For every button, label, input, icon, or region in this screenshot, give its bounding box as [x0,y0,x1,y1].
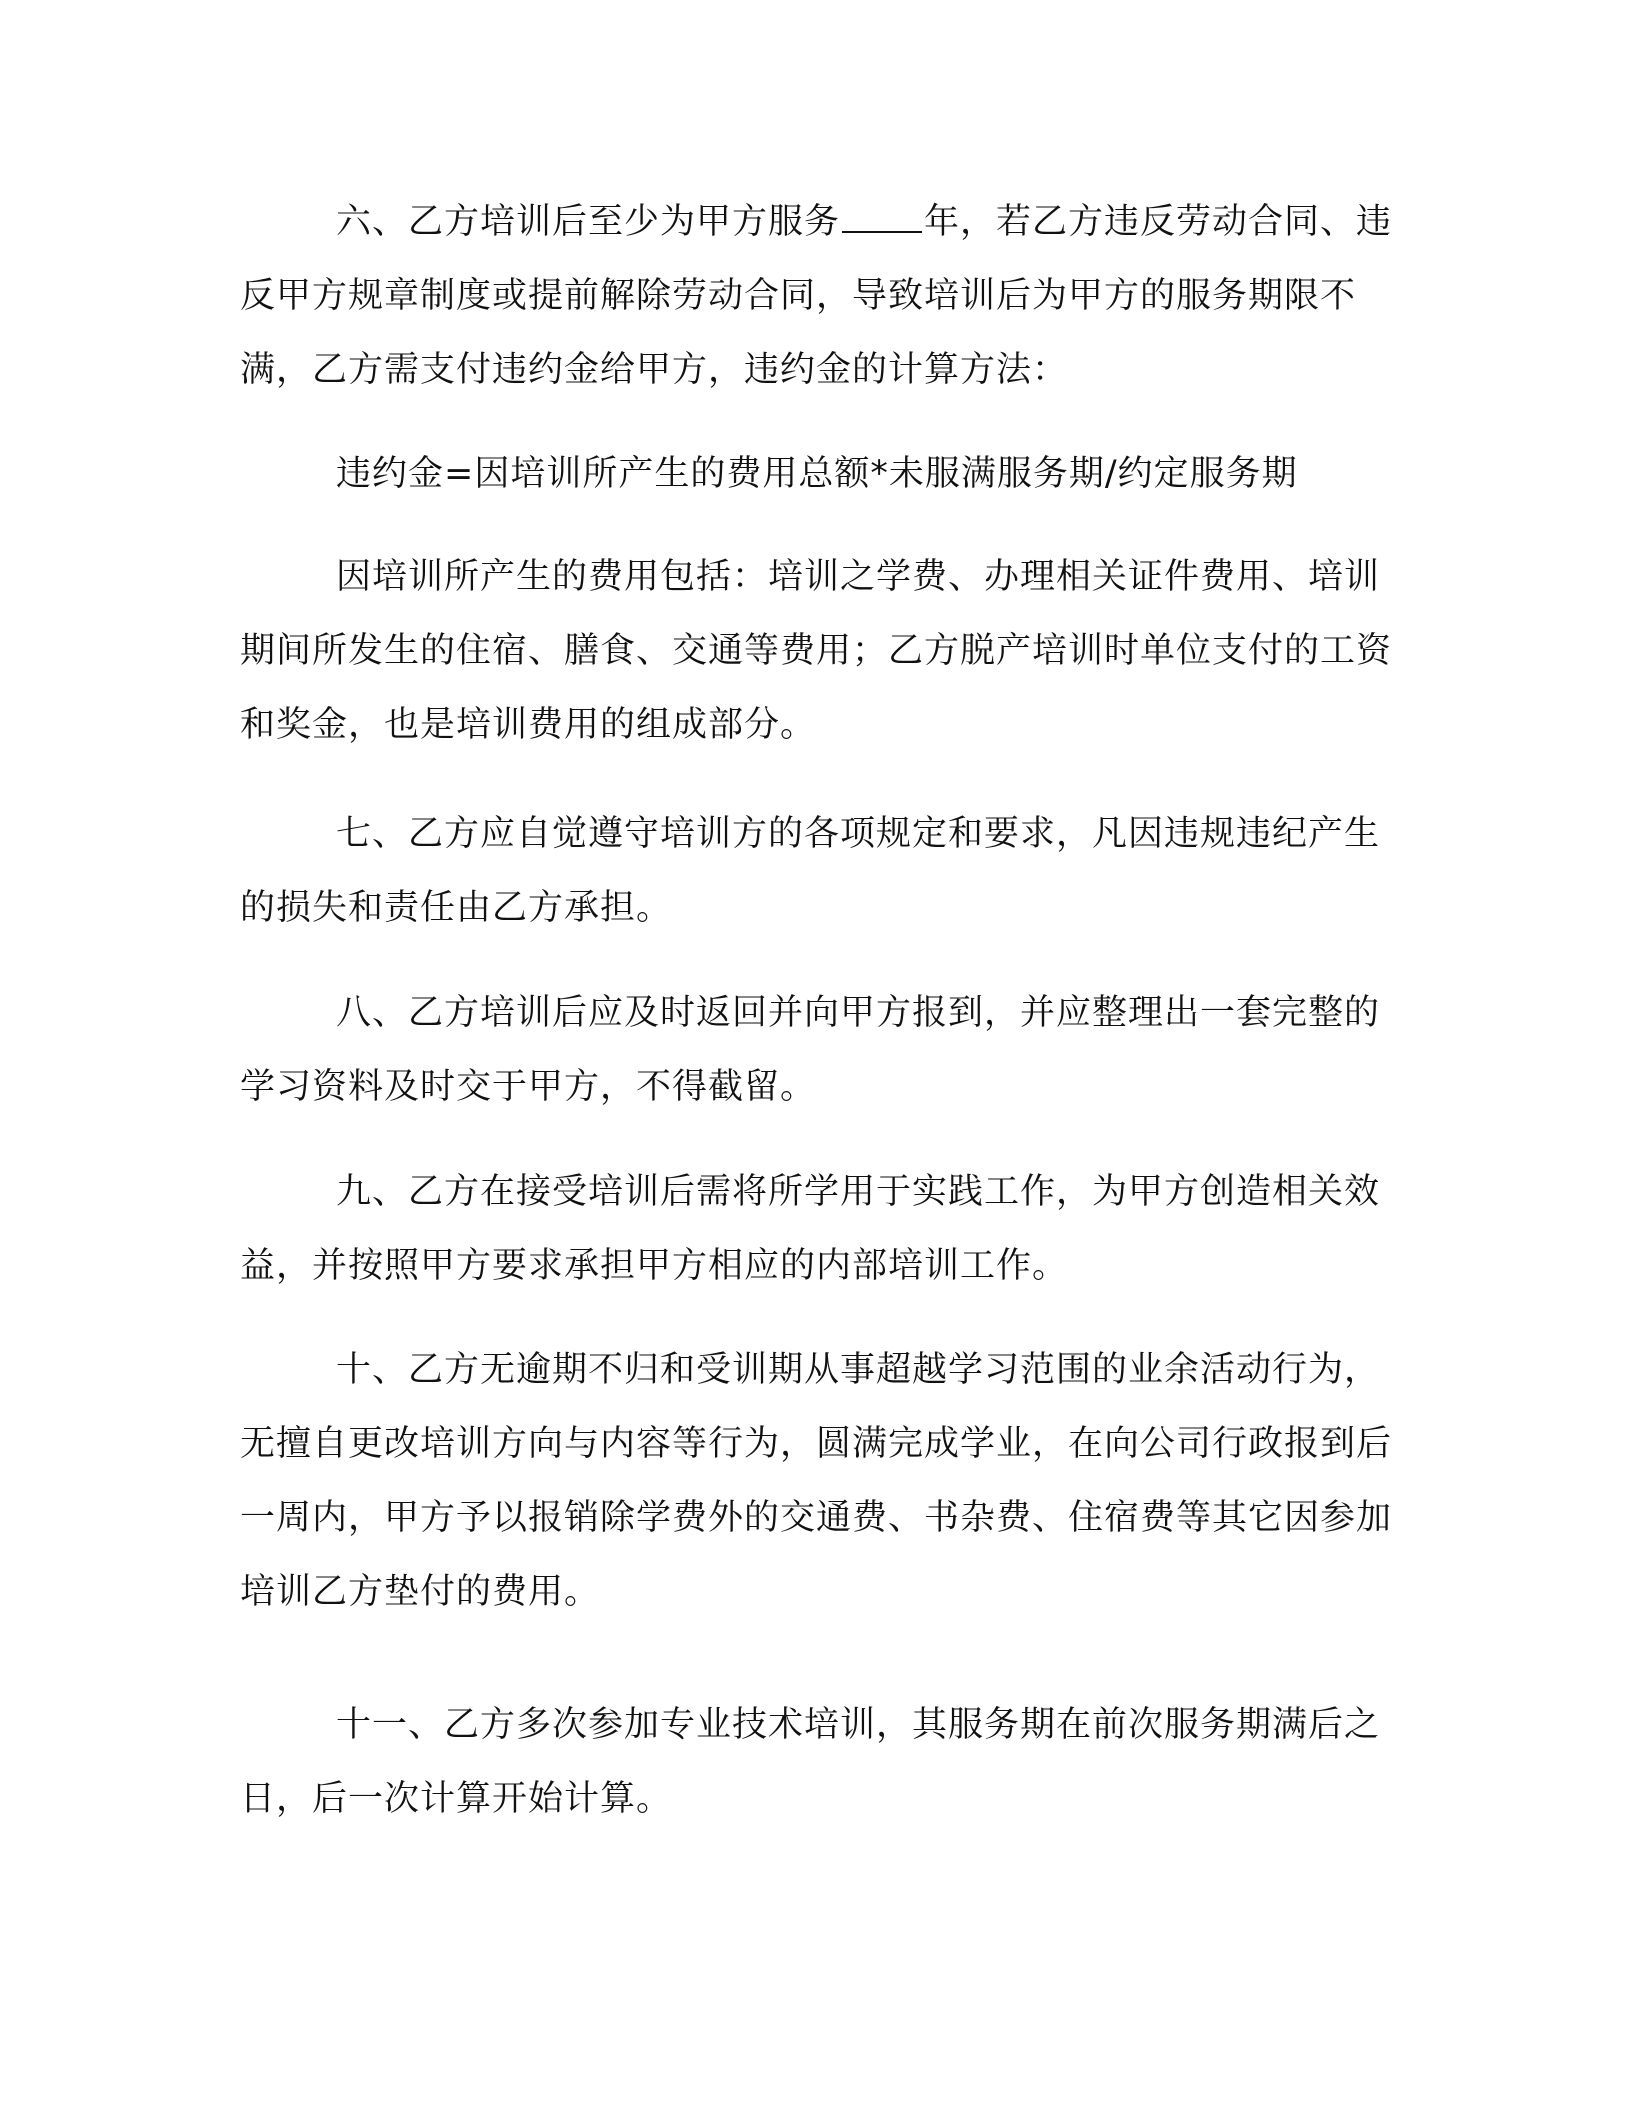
penalty-formula: 违约金=因培训所产生的费用总额*未服满服务期/约定服务期 [336,454,1298,494]
clause-6-paragraph [240,185,1400,407]
clause-7-paragraph: 七、乙方应自觉遵守培训方的各项规定和要求，凡因违规违纪产生的损失和责任由乙方承担。 [240,814,1381,928]
clause-6-text-end: 年，若乙方违反劳动合同、违反甲方规章制度或提前解除劳动合同，导致培训后为甲方的服务期限不满，乙方需支付违约金给甲方，违约金的计算方法： [240,202,1393,390]
training-costs-paragraph: 因培训所产生的费用包括：培训之学费、办理相关证件费用、培训期间所发生的住宿、膳食、交通等费用；乙方脱产培训时单位支付的工资和奖金，也是培训费用的组成部分。 [240,557,1393,745]
service-years-blank [842,199,922,233]
clause-9-paragraph: 九、乙方在接受培训后需将所学用于实践工作，为甲方创造相关效益，并按照甲方要求承担甲方相应的内部培训工作。 [240,1172,1381,1286]
clause-6-text-start: 六、乙方培训后至少为甲方服务 [336,202,841,242]
clause-10-paragraph: 十、乙方无逾期不归和受训期从事超越学习范围的业余活动行为，无擅自更改培训方向与内容等行为，圆满完成学业，在向公司行政报到后一周内，甲方予以报销除学费外的交通费、书杂费、住宿费等其它因参加培训乙方垫付的费用。 [240,1350,1393,1612]
clause-8-paragraph: 八、乙方培训后应及时返回并向甲方报到，并应整理出一套完整的学习资料及时交于甲方，不得截留。 [240,993,1381,1107]
clause-11-paragraph: 十一、乙方多次参加专业技术培训，其服务期在前次服务期满后之日，后一次计算开始计算。 [240,1705,1381,1819]
